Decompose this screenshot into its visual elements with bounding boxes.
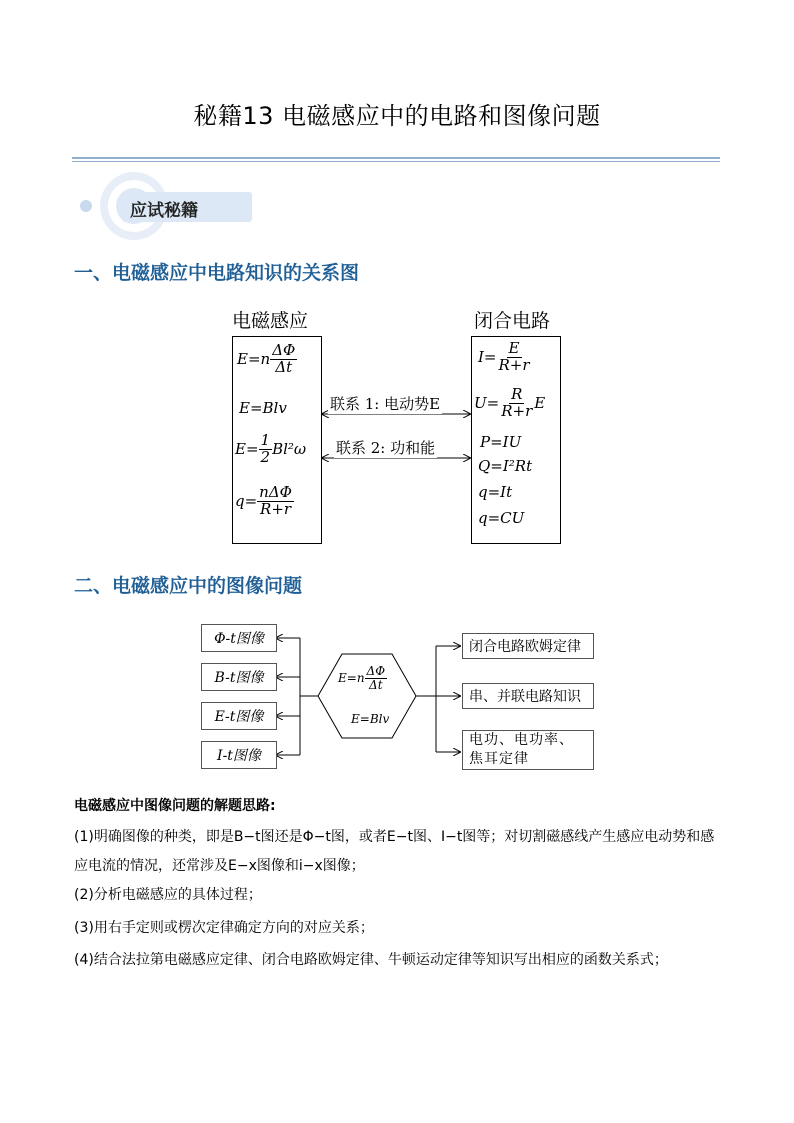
phi-t-graph-box: Φ-t图像 <box>201 624 277 652</box>
formula-ohm-current <box>478 341 532 374</box>
formula-heat: Q=I²Rt <box>478 457 533 475</box>
section1-heading: 一、电磁感应中电路知识的关系图 <box>74 262 360 284</box>
fraction-numerator: 1 <box>260 431 271 449</box>
ohm-law-box: 闭合电路欧姆定律 <box>462 633 594 659</box>
method-item-2: (2)分析电磁感应的具体过程； <box>74 887 262 903</box>
fraction-denominator: Δt <box>275 357 293 376</box>
section2-heading: 二、电磁感应中的图像问题 <box>74 575 303 597</box>
formula-e-rotation <box>235 433 306 466</box>
title-rule <box>72 157 720 159</box>
fraction-numerator: ΔΦ <box>366 664 386 678</box>
fraction-numerator: R <box>511 385 523 403</box>
formula-charge-it: q=It <box>478 483 513 501</box>
hexagon-formula <box>338 665 387 691</box>
formula-text: Bl²ω <box>272 440 307 459</box>
formula-text: U= <box>474 394 500 413</box>
fraction-numerator: nΔΦ <box>259 483 292 501</box>
fraction-denominator: R+r <box>498 355 530 374</box>
fraction-denominator: 2 <box>260 447 271 466</box>
formula-text: q= <box>235 492 258 511</box>
method-item-3: (3)用右手定则或楞次定律确定方向的对应关系； <box>74 920 374 936</box>
formula-e-blv: E=Blv <box>239 399 287 417</box>
joule-law-box: 电功、电功率、焦耳定律 <box>462 730 594 770</box>
section-badge <box>74 170 254 242</box>
fraction-denominator: Δt <box>369 677 383 692</box>
link2-label: 联系 2: 功和能 <box>336 439 436 457</box>
b-t-graph-box: B-t图像 <box>201 663 277 691</box>
fraction-numerator: E <box>508 339 520 357</box>
formula-text: E= <box>235 440 259 459</box>
formula-q-charge <box>235 485 294 518</box>
hexagon-formula-blv: E=Blv <box>351 712 390 726</box>
badge-label: 应试秘籍 <box>130 201 198 221</box>
formula-text: E=n <box>237 350 271 369</box>
em-induction-box <box>232 336 322 544</box>
e-t-graph-box: E-t图像 <box>201 702 277 730</box>
method-item-1: (1)明确图像的种类，即是B−t图还是Φ−t图，或者E−t图、I−t图等；对切割磁感线产生感应电动势和感应电流的情况，还常涉及E−x图像和i−x图像； <box>74 829 715 874</box>
series-parallel-box: 串、并联电路知识 <box>462 683 594 709</box>
formula-text: E <box>534 394 546 413</box>
method-heading: 电磁感应中图像问题的解题思路: <box>74 798 276 814</box>
formula-e-faraday <box>237 343 297 376</box>
formula-text: I= <box>478 348 497 367</box>
fraction-numerator: ΔΦ <box>272 341 296 359</box>
i-t-graph-box: I-t图像 <box>201 741 277 769</box>
closed-circuit-box <box>471 336 561 544</box>
formula-text: E=n <box>338 671 365 686</box>
formula-power: P=IU <box>480 433 522 451</box>
right-box-title: 闭合电路 <box>474 310 551 332</box>
fraction-denominator: R+r <box>260 499 292 518</box>
left-box-title: 电磁感应 <box>232 310 309 332</box>
page-title: 秘籍13 电磁感应中的电路和图像问题 <box>193 102 601 130</box>
formula-charge-cu: q=CU <box>478 509 525 527</box>
link1-label: 联系 1: 电动势E <box>330 395 441 413</box>
fraction-denominator: R+r <box>501 401 533 420</box>
title-rule-thin <box>72 161 720 162</box>
formula-terminal-voltage <box>474 387 545 420</box>
method-item-4: (4)结合法拉第电磁感应定律、闭合电路欧姆定律、牛顿运动定律等知识写出相应的函数关系式； <box>74 952 668 968</box>
